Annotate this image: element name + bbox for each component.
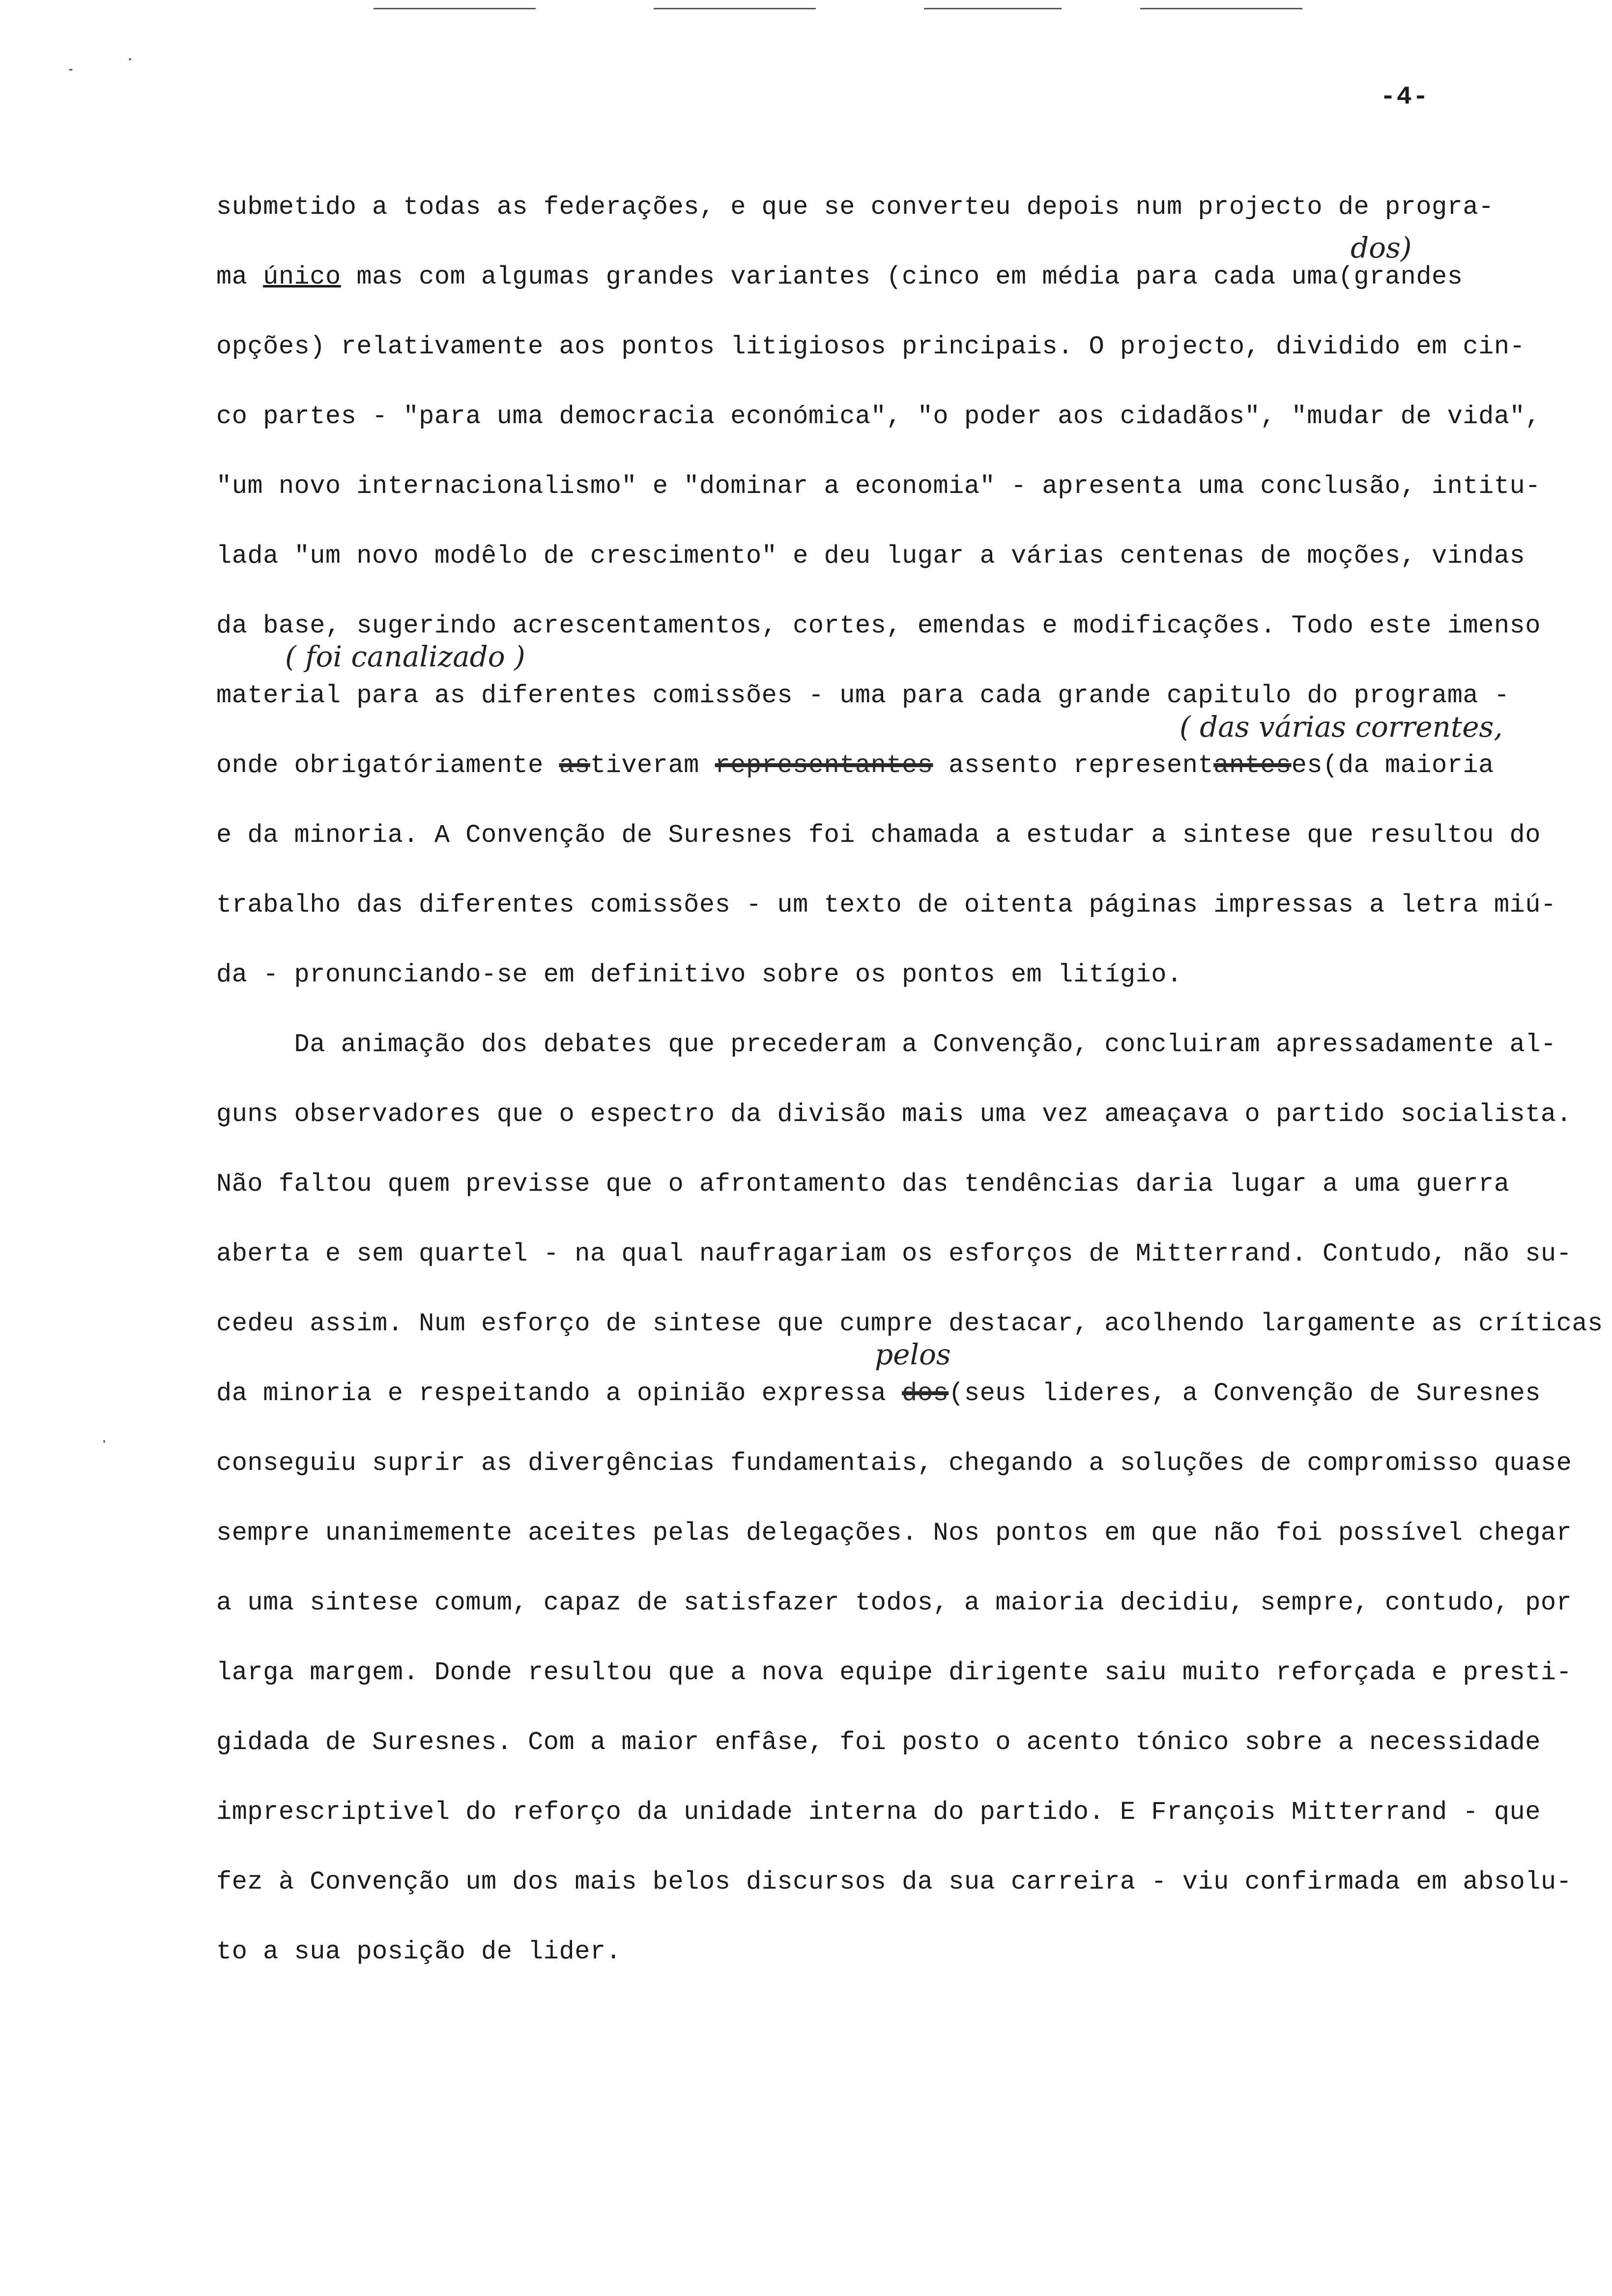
text-line: lada "um novo modêlo de crescimento" e deu lugar a várias centenas de moções, vindas	[216, 542, 1526, 571]
text-line: to a sua posição de lider.	[216, 1937, 622, 1966]
text-line: sempre unanimemente aceites pelas delegações. Nos pontos em que não foi possível chegar	[216, 1519, 1572, 1548]
text-line: e da minoria. A Convenção de Suresnes foi chamada a estudar a sintese que resultou do	[216, 821, 1541, 850]
text-line: submetido a todas as federações, e que se converteu depois num projecto de progra-	[216, 193, 1494, 222]
text-line: gidada de Suresnes. Com a maior enfâse, foi posto o acento tónico sobre a necessidade	[216, 1728, 1541, 1757]
text-line: aberta e sem quartel - na qual naufragariam os esforços de Mitterrand. Contudo, não su-	[216, 1239, 1572, 1268]
text-line: ma único mas com algumas grandes variantes (cinco em média para cada uma(grandes	[216, 262, 1463, 291]
text-line: imprescriptivel do reforço da unidade interna do partido. E François Mitterrand - que	[216, 1798, 1541, 1827]
scan-rule	[374, 8, 536, 9]
text-line: da - pronunciando-se em definitivo sobre os pontos em litígio.	[216, 960, 1182, 989]
insertion-mark: (	[1323, 751, 1338, 780]
struck-word: dos	[902, 1379, 949, 1408]
scan-rule	[654, 8, 816, 9]
handwritten-insertion: ( foi canalizado )	[285, 640, 525, 673]
text-line: a uma sintese comum, capaz de satisfazer todos, a maioria decidiu, sempre, contudo, por	[216, 1588, 1572, 1617]
text-line: trabalho das diferentes comissões - um texto de oitenta páginas impressas a letra miú-	[216, 890, 1556, 919]
page-number: -4-	[1380, 83, 1429, 112]
text-line: "um novo internacionalismo" e "dominar a economia" - apresenta uma conclusão, intitu-	[216, 472, 1541, 501]
text-line: guns observadores que o espectro da divisão mais uma vez ameaçava o partido socialista.	[216, 1100, 1572, 1129]
text-line: da base, sugerindo acrescentamentos, cortes, emendas e modificações. Todo este imenso	[216, 611, 1541, 640]
scan-speck	[69, 69, 73, 71]
scan-rule	[1140, 8, 1302, 9]
text-line: co partes - "para uma democracia económica", "o poder aos cidadãos", "mudar de vida",	[216, 402, 1541, 431]
text-line: conseguiu suprir as divergências fundamentais, chegando a soluções de compromisso quase	[216, 1449, 1572, 1478]
text-line: Não faltou quem previsse que o afrontamento das tendências daria lugar a uma guerra	[216, 1170, 1510, 1199]
text-line: opções) relativamente aos pontos litigiosos principais. O projecto, dividido em cin-	[216, 332, 1526, 361]
insertion-mark: (	[949, 1379, 964, 1408]
scan-speck	[129, 58, 131, 60]
text-line: fez à Convenção um dos mais belos discursos da sua carreira - viu confirmada em absolu-	[216, 1867, 1572, 1896]
insertion-mark: (	[1338, 262, 1354, 291]
struck-word: as	[559, 751, 590, 780]
text-line: cedeu assim. Num esforço de sintese que cumpre destacar, acolhendo largamente as críticas	[216, 1309, 1603, 1338]
text-line: da minoria e respeitando a opinião expressa dos(seus lideres, a Convenção de Suresnes	[216, 1379, 1541, 1408]
struck-word: representantes	[715, 751, 933, 780]
text-line: larga margem. Donde resultou que a nova equipe dirigente saiu muito reforçada e presti-	[216, 1658, 1572, 1687]
text-line: onde obrigatóriamente astiveram representantes assento representanteses(da maioria	[216, 751, 1494, 780]
scan-rule	[924, 8, 1062, 9]
text-line: Da animação dos debates que precederam a Convenção, concluiram apressadamente al-	[216, 1030, 1556, 1059]
handwritten-insertion: dos)	[1351, 231, 1412, 264]
text-line: material para as diferentes comissões - uma para cada grande capitulo do programa -	[216, 681, 1510, 710]
struck-word: antes	[1213, 751, 1292, 780]
handwritten-insertion: ( das várias correntes,	[1180, 710, 1503, 744]
scan-speck	[103, 1440, 105, 1443]
handwritten-insertion: pelos	[875, 1338, 951, 1371]
